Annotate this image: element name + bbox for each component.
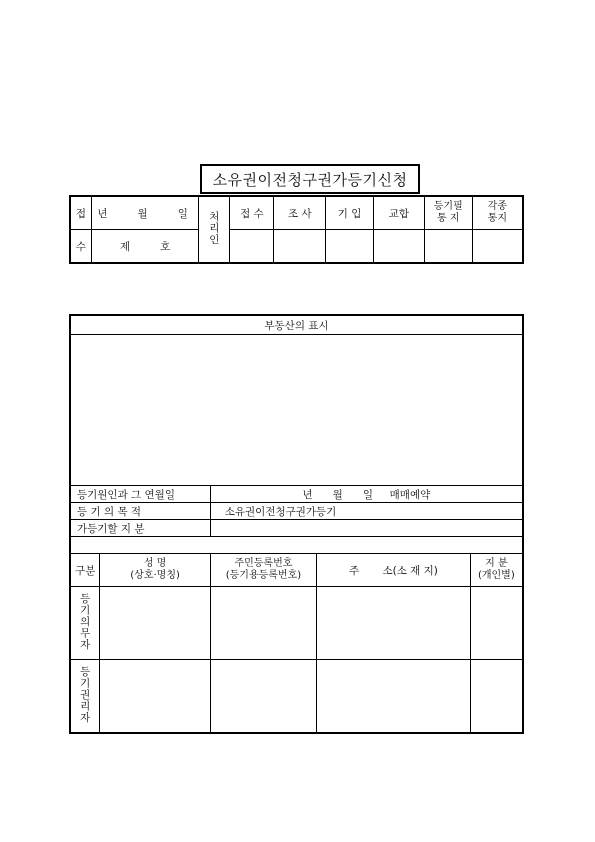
receipt-table bbox=[69, 195, 524, 264]
stamp-various[interactable] bbox=[472, 230, 523, 264]
processor-label: 처리인 bbox=[199, 196, 230, 263]
cause-label: 등기원인과 그 연월일 bbox=[70, 486, 210, 503]
header-gubun: 구분 bbox=[70, 554, 100, 587]
date-label: 년 월 일 bbox=[91, 196, 198, 230]
stamp-notify[interactable] bbox=[424, 230, 472, 264]
application-table bbox=[69, 314, 524, 734]
col-josa: 조 사 bbox=[274, 196, 326, 230]
obligor-id[interactable] bbox=[210, 587, 316, 660]
obligee-id[interactable] bbox=[210, 660, 316, 734]
stamp-giip[interactable] bbox=[326, 230, 374, 264]
col-gyohap: 교합 bbox=[374, 196, 425, 230]
col-various: 각종 통지 bbox=[472, 196, 523, 230]
number-label: 제 호 bbox=[91, 230, 198, 264]
property-header: 부동산의 표시 bbox=[70, 315, 523, 335]
su-cell: 수 bbox=[70, 230, 91, 264]
obligee-label: 등기권리자 bbox=[70, 660, 100, 734]
col-giip: 기 입 bbox=[326, 196, 374, 230]
header-name: 성 명 (상호·명칭) bbox=[100, 554, 210, 587]
purpose-label: 등 기 의 목 적 bbox=[70, 503, 210, 520]
blank-row[interactable] bbox=[70, 537, 523, 554]
stamp-jeopsu[interactable] bbox=[230, 230, 274, 264]
cause-value[interactable]: 년 월 일 매매예약 bbox=[210, 486, 523, 503]
stamp-josa[interactable] bbox=[274, 230, 326, 264]
property-description-area[interactable] bbox=[70, 335, 523, 486]
header-id: 주민등록번호 (등기용등록번호) bbox=[210, 554, 316, 587]
obligor-share[interactable] bbox=[470, 587, 523, 660]
col-notify: 등기필 통 지 bbox=[424, 196, 472, 230]
obligor-name[interactable] bbox=[100, 587, 210, 660]
obligor-address[interactable] bbox=[317, 587, 471, 660]
share-value[interactable] bbox=[210, 520, 523, 537]
form-title: 소유권이전청구권가등기신청 bbox=[200, 164, 420, 194]
obligee-address[interactable] bbox=[317, 660, 471, 734]
purpose-value[interactable]: 소유권이전청구권가등기 bbox=[210, 503, 523, 520]
stamp-gyohap[interactable] bbox=[374, 230, 425, 264]
jeop-cell: 접 bbox=[70, 196, 91, 230]
header-share: 지 분 (개인별) bbox=[470, 554, 523, 587]
share-label: 가등기할 지 분 bbox=[70, 520, 210, 537]
obligor-label: 등기의무자 bbox=[70, 587, 100, 660]
header-address: 주 소(소 재 지) bbox=[317, 554, 471, 587]
obligee-name[interactable] bbox=[100, 660, 210, 734]
obligee-share[interactable] bbox=[470, 660, 523, 734]
col-jeopsu: 접 수 bbox=[230, 196, 274, 230]
